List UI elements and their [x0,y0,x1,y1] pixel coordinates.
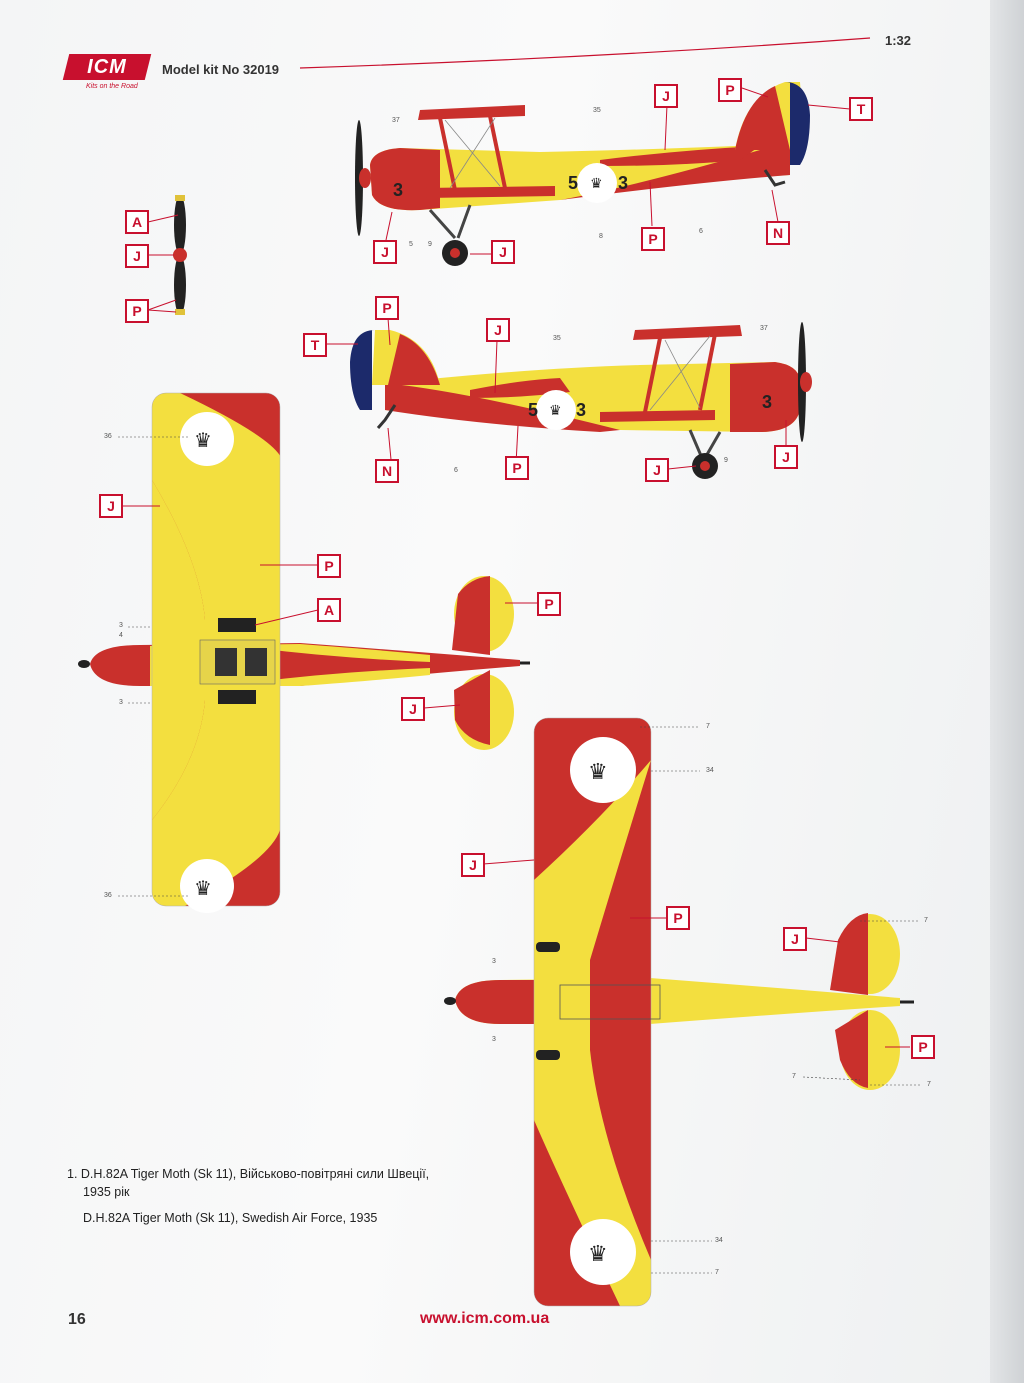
callout-P: P [641,227,665,251]
side-view-left [355,82,810,266]
bottom-view [444,718,914,1306]
svg-text:♛: ♛ [194,876,212,900]
callout-P: P [505,456,529,480]
callout-P: P [537,592,561,616]
callout-P: P [718,78,742,102]
callout-P: P [125,299,149,323]
stencil-5: 5 [409,241,413,248]
code-letter-right-1: 5 [528,400,539,420]
callout-J: J [645,458,669,482]
callout-J: J [125,244,149,268]
caption-ukrainian-line1: 1. D.H.82A Tiger Moth (Sk 11), Військово-повітряні сили Швеції, [67,1167,430,1181]
header-rule [300,38,870,68]
callout-J: J [401,697,425,721]
callout-P: P [317,554,341,578]
code-letter-right-2: 3 [576,400,587,420]
callout-J: J [654,84,678,108]
stencil-34: 34 [715,1237,723,1244]
propeller-view [173,195,187,315]
stencil-36: 36 [104,433,112,440]
callout-T: T [303,333,327,357]
stencil-3: 3 [492,1036,496,1043]
stencil-37: 37 [760,325,768,332]
stencil-35: 35 [593,107,601,114]
callout-J: J [373,240,397,264]
stencil-4: 4 [119,632,123,639]
callout-P: P [666,906,690,930]
callout-P: P [911,1035,935,1059]
code-letter-left-2: 3 [618,173,629,193]
nose-number-right: 3 [762,392,773,412]
callout-J: J [461,853,485,877]
stencil-7: 7 [924,917,928,924]
scale-label: 1:32 [885,33,912,48]
svg-text:♛: ♛ [194,428,212,452]
callout-N: N [375,459,399,483]
caption-ukrainian-line2: 1935 рік [83,1185,130,1199]
stencil-34: 34 [706,767,714,774]
callout-A: A [125,210,149,234]
svg-text:♛: ♛ [588,760,608,785]
stencil-9: 9 [724,457,728,464]
callout-J: J [491,240,515,264]
callout-J: J [486,318,510,342]
stencil-6: 6 [699,228,703,235]
stencil-7: 7 [715,1269,719,1276]
page-number: 16 [68,1311,86,1328]
callout-J: J [783,927,807,951]
code-letter-left-1: 5 [568,173,579,193]
stencil-7: 7 [706,723,710,730]
scheme-caption [67,1165,429,1227]
stencil-37: 37 [392,117,400,124]
kit-number-label: Model kit No 32019 [162,62,280,77]
callout-J: J [99,494,123,518]
callout-J: J [774,445,798,469]
callout-T: T [849,97,873,121]
stencil-3: 3 [119,622,123,629]
stencil-8: 8 [599,233,603,240]
stencil-3: 3 [492,958,496,965]
svg-text:♛: ♛ [588,1242,608,1267]
stencil-6: 6 [454,467,458,474]
stencil-35: 35 [553,335,561,342]
nose-number-left: 3 [393,180,404,200]
svg-text:♛: ♛ [549,403,562,419]
stencil-3: 3 [119,699,123,706]
svg-text:♛: ♛ [590,176,603,192]
website-link[interactable]: www.icm.com.ua [420,1310,550,1327]
icm-logo: ICM Kits on the Road [66,54,148,96]
stencil-36: 36 [104,892,112,899]
stencil-9: 9 [428,241,432,248]
callout-P: P [375,296,399,320]
stencil-7: 7 [792,1073,796,1080]
caption-english: D.H.82A Tiger Moth (Sk 11), Swedish Air Force, 1935 [83,1211,378,1225]
callout-A: A [317,598,341,622]
top-view [78,393,530,913]
stencil-7: 7 [927,1081,931,1088]
callout-N: N [766,221,790,245]
